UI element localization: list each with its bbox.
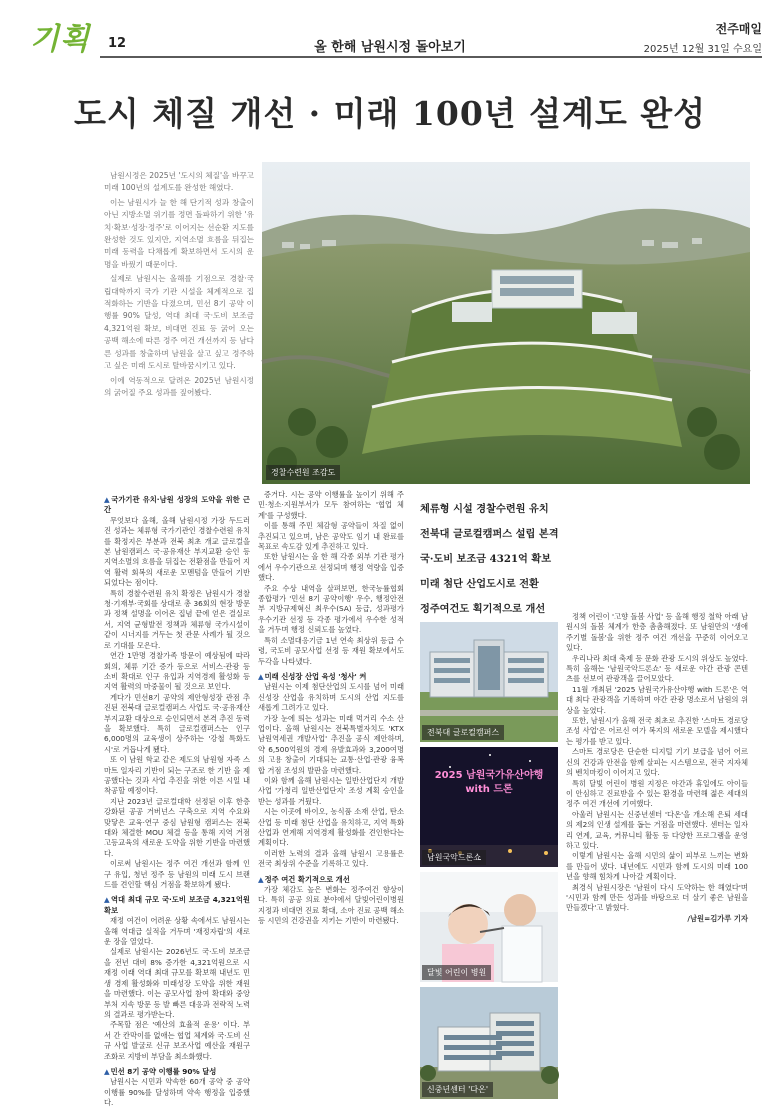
- header-rule: [100, 56, 762, 58]
- drone-show-caption: 남원국악드론쇼: [422, 850, 486, 865]
- body-paragraph: 특히 달빛 어린이 병원 지정은 야간과 휴일에도 아이들이 안심하고 진료받을 수 있는 환경을 마련해 젊은 세대의 정주 여건 개선에 기여했다.: [566, 778, 748, 809]
- page-header: [0, 0, 780, 62]
- body-paragraph: 이로써 남원시는 정주 여건 개선과 함께 인구 유입, 청년 정주 등 남원의 미래 도시 브랜드를 견인할 핵심 거점을 확보하게 됐다.: [104, 859, 250, 890]
- body-paragraph: 시는 이곳에 바이오, 농식품 소재 산업, 탄소 산업 등 미래 첨단 산업을 유치하고, 지역 특화 산업과 연계해 지역경제 활성화를 견인한다는 계획이다.: [258, 807, 404, 848]
- campus-building-image: [420, 622, 558, 742]
- subhead-line: 체류형 시설 경찰수련원 유치: [420, 503, 549, 515]
- body-paragraph: 재정 여건이 어려운 상황 속에서도 남원시는 올해 역대급 실적을 거두며 '재정자립'의 새로운 장을 열었다.: [104, 916, 250, 947]
- column-subhead: ▲역대 최대 규모 국·도비 보조금 4,321억원 확보: [104, 895, 250, 915]
- triangle-bullet-icon: ▲: [104, 895, 110, 905]
- senior-center-caption: 신중년센터 '다온': [422, 1082, 493, 1097]
- hospital-photo: [420, 872, 558, 982]
- body-paragraph: 우리나라 최대 축제 등 문화 관광 도시의 위상도 높였다. 특히 올해는 '남원국악드론쇼' 등 새로운 야간 관광 콘텐츠를 선보여 관광객을 끌어모았다.: [566, 653, 748, 684]
- article-headline: 도시 체질 개선 · 미래 100년 설계도 완성: [73, 94, 707, 133]
- body-paragraph: 아울러 남원시는 신중년센터 '다온'을 개소해 은퇴 세대의 제2의 인생 설계를 돕는 거점을 마련했다. 센터는 일자리 연계, 교육, 커뮤니티 활동 등 다양한 프로그램을 운영하고 있다.: [566, 809, 748, 850]
- lead-paragraph: 실제로 남원시는 올해를 기점으로 경찰·국립대학까지 국가 기관 시설을 체계적으로 집적화하는 기반을 다졌으며, 민선 8기 공약 이행률 90% 달성, 역대 최대 국·도비 보조금 4,321억원 확보, 비대면 진료 등 굵어 오는 공백 해소에 따른 정주 여건 개선까지 등 남다른 성과를 창출하며 남원을 살고 싶고 정주하고 싶은 미래 도시로 탈바꿈시키고 있다.: [104, 274, 254, 371]
- body-paragraph: 또한 남원시는 올 한 해 각종 외부 기관 평가에서 우수기관으로 선정되며 행정 역량을 입증했다.: [258, 552, 404, 583]
- body-paragraph: 11월 개최된 '2025 남원국가유산야행 with 드론'은 역대 최다 관광객을 기록하며 야간 관광 명소로서 남원의 위상을 높였다.: [566, 684, 748, 715]
- body-paragraph: 실제로 남원시는 2026년도 국·도비 보조금을 전년 대비 8% 증가한 4,321억원으로 시 재정 이래 역대 최대 규모를 확보해 내년도 민생 경제 활성화와 미래성장 도약을 위한 재원을 마련했다. 이는 공모사업 참여 확대와 중앙부처 지속 방문 등 발 빠른 대응과 전략적 노력의 결과로 평가받는다.: [104, 947, 250, 1019]
- subhead-line: 미래 첨단 산업도시로 전환: [420, 578, 539, 590]
- column-subhead: ▲민선 8기 공약 이행률 90% 달성: [104, 1066, 217, 1076]
- body-paragraph: 주요 수상 내역을 살펴보면, 한국능률협회 종합평가 '민선 8기 공약이행' 우수, 행정안전부 지방규제혁신 최우수(SA) 등급, 성과평가 우수기관 선정 등 각종 평가에서 우수한 성적을 거두며 행정 신뢰도를 높였다.: [258, 583, 404, 635]
- main-photo-caption: 경찰수련원 조감도: [266, 465, 340, 480]
- body-paragraph: 무엇보다 올해, 올해 남원시정 가장 두드러진 성과는 체류형 국가기관인 경찰수련원 유치를 확정지은 부분과 전북 최초 개교 글로컬을 본 남원캠퍼스 국·공유재산 부지교환 승인 등 지역소멸의 흐름을 뒤집는 전환점을 만들어 지역 활력 회복의 새로운 모멘텀을 만들어 기반 되었다는 점이다.: [104, 515, 250, 588]
- body-paragraph: 남원시는 이제 첨단산업의 도시를 넘어 미래 신성장 산업을 유치하며 도시의 산업 지도를 새롭게 그려가고 있다.: [258, 682, 404, 713]
- body-paragraph: 가장 체감도 높은 변화는 정주여건 향상이다. 특히 공공 의료 분야에서 달빛어린이병원 지정과 비대면 진료 확대, 소아 진료 공백 해소 등 시민의 건강권을 지키는 기반이 마련됐다.: [258, 885, 404, 926]
- aerial-rendering-image: [262, 162, 750, 484]
- page-number: 12: [108, 36, 127, 51]
- body-paragraph: 특히 소멸대응기금 1년 연속 최상위 등급 수령, 국도비 공모사업 선정 등 재원 확보에서도 두각을 나타냈다.: [258, 635, 404, 666]
- main-photo: [262, 162, 750, 484]
- triangle-bullet-icon: ▲: [258, 671, 264, 681]
- body-paragraph: 이러한 노력의 결과 올해 남원시 고용률은 전국 최상위 수준을 기록하고 있다.: [258, 848, 404, 869]
- drone-show-photo: [420, 747, 558, 867]
- triangle-bullet-icon: ▲: [258, 874, 264, 884]
- drone-show-image: [420, 747, 558, 867]
- column-subhead: ▲정주 여건 확기적으로 개선: [258, 874, 350, 884]
- body-paragraph: 게다가 민선8기 공약의 제안형성장 관점 추진된 전북대 글로컬캠퍼스 사업도 국·공유재산 부지교환 대상으로 승인되면서 본격 추진 동력을 확보했다. 특히 글로컬캠퍼스는 인구 6,000명의 교육생이 상주하는 '강철 특화도시'로 거듭나게 됐다.: [104, 692, 250, 754]
- triangle-bullet-icon: ▲: [104, 1066, 110, 1076]
- body-column-2: [258, 490, 404, 1092]
- body-paragraph: 주목할 점은 '예산의 효율적 운용' 이다. 부서 간 칸막이를 없애는 협업 체계와 국·도비 신규 사업 발굴로 신규 보조사업 예산을 재원구조화로 지방비 부담을 최소화했다.: [104, 1020, 250, 1061]
- body-paragraph: 정책 어린이 '고향 돌봄 사업' 등 올해 행정 철학 아래 남원시의 돌봄 체계가 한층 촘촘해졌다. 또 남원만의 '생애 주기별 돌봄'을 위한 정주 여건 개선을 꾸준히 이어오고 있다.: [566, 612, 748, 653]
- body-paragraph: 남원시는 시민과 약속한 60개 공약 중 공약 이행률 90%를 달성하며 약속 행정을 입증했다.: [104, 1077, 250, 1108]
- column-subhead: ▲국가기관 유치·남원 성장의 도약을 위한 근간: [104, 495, 250, 515]
- lead-paragraph: 이에 역동적으로 달려온 2025년 남원시정의 굵어질 주요 성과를 짚어봤다.: [104, 375, 254, 397]
- section-title: 올 한해 남원시정 돌아보기: [314, 40, 466, 55]
- newspaper-name: 전주매일: [715, 22, 762, 36]
- body-paragraph: 스마트 경로당은 단순한 디지털 기기 보급을 넘어 어르신의 건강과 안전을 함께 살피는 시스템으로, 전국 지자체의 벤치마킹이 이어지고 있다.: [566, 747, 748, 778]
- body-paragraph: 또 이 남원 학교 같은 제도의 남원형 자족 스마트 일자리 기반이 되는 구조로 한 기반 을 제공했다는 것과 사업 추진을 위한 이른 시일 내 착공할 예정이다.: [104, 755, 250, 796]
- lead-paragraph: 이는 남원시가 늘 한 해 단기적 성과 창출이 아닌 지방소멸 위기를 정면 돌파하기 위한 '유치·확보·성장·정주'로 이어지는 선순환 지도를 완성한 것도 있지만, 지역소멸 흐름을 뒤집는 미래 동력을 다채롭게 확보하면서 도시의 운명을 바꿨기 때문이다.: [104, 197, 254, 269]
- senior-center-photo: [420, 987, 558, 1099]
- body-paragraph: 특히 경찰수련원 유치 확정은 남원시가 경찰청·기재부·국회를 상대로 총 36회의 현장 방문과 정책 설명을 이어온 집념 끝에 얻은 결실로서, 지역 균형발전 정책과 체류형 국가시설이 같이 시너지를 거두는 첫 관문 사례가 될 것으로 기대를 모은다.: [104, 588, 250, 650]
- body-paragraph: 지난 2023년 글로컬대학 선정된 이후 한층 강화된 공공 거버넌스 구축으로 지역 수요와 맞닿은 교육·연구 중심 남원형 캠퍼스는 전북대와 체결한 MOU 체결 등을 통해 지역 거점 고등교육의 새로운 도약을 위한 기반을 마련했다.: [104, 796, 250, 858]
- triangle-bullet-icon: ▲: [104, 495, 111, 504]
- campus-photo-caption: 전북대 글로컬캠퍼스: [422, 725, 504, 740]
- subhead-list: [420, 500, 750, 625]
- issue-date: 2025년 12월 31일 수요일: [643, 44, 762, 55]
- subhead-line: 정주여건도 획기적으로 개선: [420, 603, 546, 615]
- body-paragraph: 이렇게 남원시는 올해 시민의 삶이 피부로 느끼는 변화를 만들어 냈다. 내년에도 시민과 함께 도시의 미래 100년을 향해 힘차게 나아갈 계획이다.: [566, 851, 748, 882]
- hospital-photo-caption: 달빛 어린이 병원: [422, 965, 491, 980]
- body-paragraph: 이와 함께 올해 남원시는 일반산업단지 개발사업 '가청리 일반산업단지' 조성 계획 승인을 받는 성과를 거뒀다.: [258, 775, 404, 806]
- body-paragraph: 증거다. 시는 공약 이행률을 높이기 위해 주민·청소·지원부서가 모두 참여하는 '협업 체계'를 구성했다.: [258, 490, 404, 520]
- body-column-right: [566, 612, 748, 1098]
- campus-photo: [420, 622, 558, 742]
- drone-light-text: 2025 남원국가유산야행 with 드론: [434, 770, 544, 795]
- body-paragraph: 가장 눈에 띄는 성과는 미래 먹거리 수소 산업이다. 올해 남원시는 전북특별자치도 'KTX 남원역세권 개발사업' 추진을 공식 제안하며, 약 6,500억원의 경제 유발효과와 3,200여명의 고용 창출이 기대되는 교통·산업·관광 융복합 거점 조성의 발판을 마련했다.: [258, 713, 404, 775]
- article-lead: [104, 170, 254, 480]
- body-column-1: [104, 490, 250, 1108]
- lead-paragraph: 남원시정은 2025년 '도시의 체질'을 바꾸고 미래 100년의 설계도를 완성한 해였다.: [104, 171, 254, 193]
- body-paragraph: 연간 1만명 경찰가족 방문이 예상됨에 따라 회의, 체류 기간 증가 등으로 서비스·관광 등 소비 확대로 인구 유입과 지역경제 활성화 등 지역 활력의 마중물이 될 것으로 보인다.: [104, 651, 250, 692]
- body-paragraph: 또한, 남원시가 올해 전국 최초로 추진한 '스마트 경로당 조성 사업'은 어르신 여가 복지의 새로운 모델을 제시했다는 평가를 받고 있다.: [566, 716, 748, 746]
- body-paragraph: 최경식 남원시장은 '남원이 다시 도약하는 한 해였다'며 '시민과 함께 만든 성과를 바탕으로 더 살기 좋은 남원을 만들겠다'고 밝혔다.: [566, 882, 748, 913]
- reporter-byline: /남원=김가루 기자: [687, 913, 748, 923]
- body-paragraph: 이를 통해 주민 체감형 공약들이 차질 없이 추진되고 있으며, 남은 공약도 임기 내 완료를 목표로 속도감 있게 추진하고 있다.: [258, 521, 404, 552]
- subhead-line: 전북대 글로컬캠퍼스 설립 본격: [420, 528, 559, 540]
- section-logo: 기획: [30, 22, 90, 57]
- subhead-line: 국·도비 보조금 4321억 확보: [420, 553, 552, 565]
- column-subhead: ▲미래 신성장 산업 육성 '청사' 켜: [258, 671, 367, 681]
